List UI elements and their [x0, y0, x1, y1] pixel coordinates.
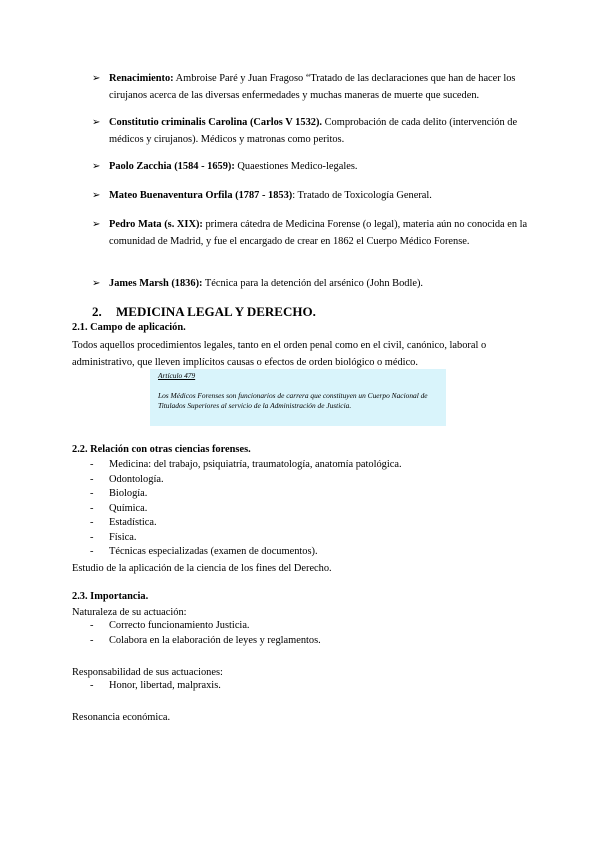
article-header: Artículo 479: [158, 371, 196, 380]
bullet-text: Técnica para la detención del arsénico (John Bodle).: [202, 278, 424, 289]
arrow-bullet-icon: ➢: [92, 190, 101, 201]
nature-label: Naturaleza de su actuación:: [72, 607, 187, 618]
bullet-bold: Constitutio criminalis Carolina (Carlos V 1532).: [109, 117, 323, 128]
subsection-2-1-text: Todos aquellos procedimientos legales, tanto en el orden penal como en el civil, canónico, laboral o administrativo, que lleven implícitos causas o efectos de orden biológico o médico.: [72, 340, 487, 368]
section-heading: [92, 304, 316, 320]
bullet-text: primera cátedra de Medicina Forense (o legal), materia aún no conocida en la comunidad de Madrid, y fue el encargado de crear en 1862 el Cuerpo Médico Forense.: [109, 219, 528, 247]
bullet-item-renacimiento: [92, 70, 532, 104]
bullet-bold: Pedro Mata (s. XIX):: [109, 219, 203, 230]
arrow-bullet-icon: ➢: [92, 73, 101, 84]
subsection-title-2-2: 2.2. Relación con otras ciencias forenses.: [72, 444, 251, 455]
section-title: MEDICINA LEGAL Y DERECHO.: [116, 304, 316, 319]
bullet-item-zacchia: [92, 158, 532, 175]
arrow-bullet-icon: ➢: [92, 278, 101, 289]
bullet-text: Ambroise Paré y Juan Fragoso “Tratado de las declaraciones que han de hacer los cirujanos acerca de las diversas enfermedades y muchas maneras de muerte que suceden.: [109, 73, 516, 101]
arrow-bullet-icon: ➢: [92, 117, 101, 128]
bullet-bold: James Marsh (1836):: [109, 278, 203, 289]
bullet-bold: Paolo Zacchia (1584 - 1659):: [109, 161, 235, 172]
bullet-bold: Renacimiento:: [109, 73, 174, 84]
subsection-title-2-1: 2.1. Campo de aplicación.: [72, 322, 186, 333]
responsibility-label: Responsabilidad de sus actuaciones:: [72, 667, 223, 678]
economic-resonance: Resonancia económica.: [72, 712, 171, 723]
bullet-text: : Tratado de Toxicología General.: [292, 190, 432, 201]
document-page: ➢ Renacimiento: Ambroise Paré y Juan Fragoso “Tratado de las declaraciones que han de hacer los cirujanos acerca de las diversas enfermedades y muchas maneras de muerte que suceden. ➢ Constitutio criminalis Carolina (Carlos V 1532). Comprobación de cada delito (intervención de médicos y cirujanos). Médicos y matronas como peritos. ➢ Paolo Zacchia (1584 - 1659): Quaestiones Medico-legales. ➢ Mateo Buenaventura Orfila (1787 - 1853): Tratado de Toxicología General. ➢ Pedro Mata (s. XIX): primera cátedra de Medicina Forense (o legal), materia aún no conocida en la comunidad de Madrid, y fue el encargado de crear en 1862 el Cuerpo Médico Forense. ➢ James Marsh (1836): Técnica para la detención del arsénico (John Bodle). 2. MEDICINA LEGAL Y DERECHO. 2.1. Campo de aplicación. Todos aquellos procedimientos legales, tanto en el orden penal como en el civil, canónico, laboral o administrativo, que lleven implícitos causas o efectos de orden biológico o médico. Artículo 479 Los Médicos Forenses son funcionarios de carrera que constituyen un Cuerpo Nacional de Titulados Superiores al servicio de la Administración de Justicia. 2.2. Relación con otras ciencias forenses. - Medicina: del trabajo, psiquiatría, traumatología, anatomía patológica. - Odontología. - Biología. - Química. - Estadística. - Física. - Técnicas especializadas (examen de documentos). Estudio de la aplicación de la ciencia de los fines del Derecho. 2.3. Importancia. Naturaleza de su actuación: - Correcto funcionamiento Justicia. - Colabora en la elaboración de leyes y reglamentos. Responsabilidad de sus actuaciones: - Honor, libertad, malpraxis. Resonancia económica.: [0, 0, 600, 848]
bullet-item-marsh: [92, 275, 532, 292]
bullet-item-carolina: [92, 114, 532, 148]
subsection-title-2-3: 2.3. Importancia.: [72, 591, 149, 602]
subsection-2-2-footer: Estudio de la aplicación de la ciencia de los fines del Derecho.: [72, 563, 332, 574]
bullet-text: Comprobación de cada delito (intervención de médicos y cirujanos). Médicos y matronas como peritos.: [109, 117, 518, 145]
bullet-item-mata: [92, 216, 532, 250]
bullet-text: Quaestiones Medico-legales.: [234, 161, 358, 172]
arrow-bullet-icon: ➢: [92, 219, 101, 230]
article-box: [150, 369, 446, 426]
section-number: 2.: [92, 304, 102, 319]
article-text: Los Médicos Forenses son funcionarios de carrera que constituyen un Cuerpo Nacional de Titulados Superiores al servicio de la Administración de Justicia.: [158, 391, 428, 410]
bullet-item-orfila: [92, 187, 532, 204]
bullet-bold: Mateo Buenaventura Orfila (1787 - 1853): [109, 190, 293, 201]
arrow-bullet-icon: ➢: [92, 161, 101, 172]
